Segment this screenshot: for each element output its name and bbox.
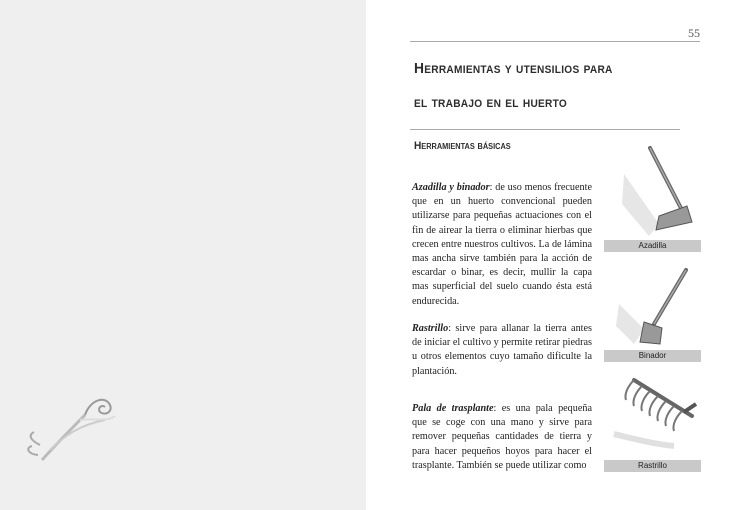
figure-azadilla bbox=[604, 144, 701, 252]
page-title-line-2: el trabajo en el huerto bbox=[414, 94, 568, 111]
term: Azadilla y binador bbox=[412, 182, 490, 193]
paragraph-rastrillo bbox=[412, 322, 592, 379]
page-title-line-1: Herramientas y utensilios para bbox=[414, 60, 613, 77]
paragraph-text: : sirve para allanar la tierra antes de iniciar el cultivo y permite retirar piedras u otros elementos cuyo tamaño dificulte la plantación. bbox=[412, 323, 592, 377]
hoe-icon bbox=[604, 144, 701, 240]
paragraph-text: : es una pala pequeña que se coge con una mano y sirve para remover pequeñas cantidades de tierra y para hacer pequeños hoyos para hacer el trasplante. También se puede utilizar como bbox=[412, 403, 593, 471]
figure-rastrillo bbox=[604, 374, 701, 472]
page-number: 55 bbox=[688, 26, 700, 40]
section-subtitle: Herramientas básicas bbox=[414, 140, 511, 152]
rake-icon bbox=[604, 374, 701, 460]
paragraph-pala bbox=[412, 402, 592, 473]
paragraph-azadilla bbox=[412, 181, 592, 309]
figure-caption: Azadilla bbox=[604, 240, 701, 252]
figure-binador bbox=[604, 264, 701, 362]
term: Pala de trasplante bbox=[412, 403, 494, 414]
title-rule bbox=[410, 129, 680, 130]
weeder-icon bbox=[604, 264, 701, 350]
figure-caption: Binador bbox=[604, 350, 701, 362]
term: Rastrillo bbox=[412, 323, 449, 334]
figure-caption: Rastrillo bbox=[604, 460, 701, 472]
paragraph-text: : de uso menos frecuente que en un huerto convencional pueden utilizarse para pequeñas actuaciones con el fin de airear la tierra o eliminar hierbas que crecen entre nuestros cultivos. La de lámina mas ancha sirve también para la acción de escardar o binar, es decir, mullir la capa mas superficial del suelo cuando ésta está endurecida. bbox=[412, 182, 592, 307]
spiral-sprout-icon bbox=[20, 380, 130, 470]
header-rule bbox=[410, 41, 700, 42]
